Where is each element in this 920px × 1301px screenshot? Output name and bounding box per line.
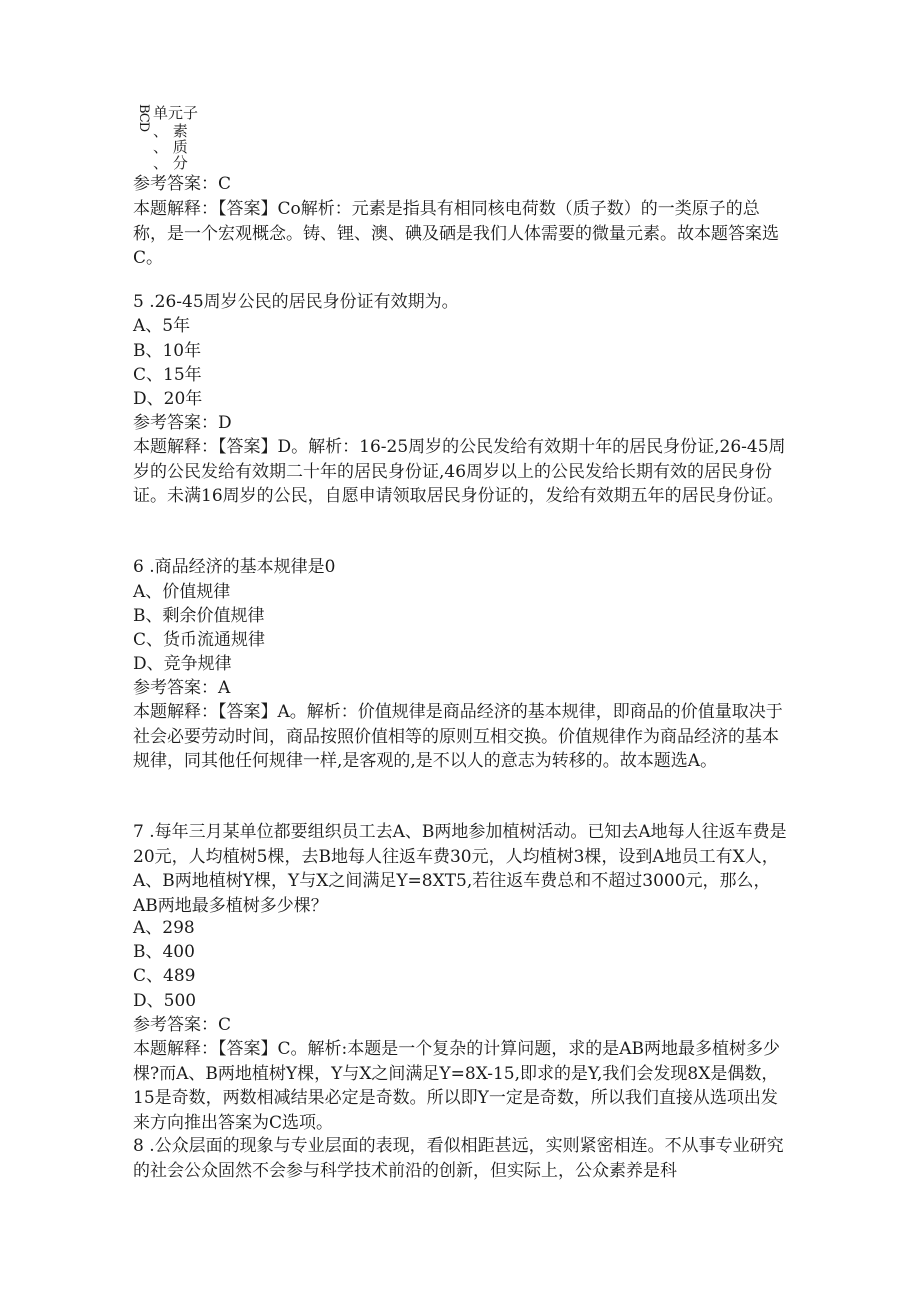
q7-answer: 参考答案：C: [133, 1015, 232, 1035]
option-fragment-row2: 、 素: [153, 122, 188, 140]
q5-stem: 5 .26-45周岁公民的居民身份证有效期为。: [133, 292, 459, 312]
q6-stem: 6 .商品经济的基本规律是0: [133, 557, 336, 577]
q6-option-d: D、竞争规律: [133, 654, 232, 674]
q7-option-c: C、489: [133, 966, 196, 986]
q6-option-b: B、剩余价值规律: [133, 606, 265, 626]
q5-option-b: B、10年: [133, 341, 202, 361]
option-fragment-row4: 、 分: [153, 154, 188, 172]
q4-explanation: 本题解释：【答案】Co解析：元素是指具有相同核电荷数（质子数）的一类原子的总称，是一个宏观概念。铸、锂、澳、碘及硒是我们人体需要的微量元素。故本题答案选C。: [133, 199, 779, 268]
q6-option-a: A、价值规律: [133, 582, 231, 602]
q7-option-d: D、500: [133, 991, 197, 1011]
q5-option-c: C、15年: [133, 365, 202, 385]
q7-option-b: B、400: [133, 942, 195, 962]
option-fragment-row1: 单元子: [153, 104, 199, 122]
q5-option-a: A、5年: [133, 316, 191, 336]
q6-option-c: C、货币流通规律: [133, 630, 266, 650]
q6-answer: 参考答案：A: [133, 678, 231, 698]
option-letters-vertical: BCD: [136, 104, 151, 132]
q7-stem: 7 .每年三月某单位都要组织员工去A、B两地参加植树活动。已知去A地每人往返车费是20元，人均植树5棵，去B地每人往返车费30元，人均植树3棵，设到A地员工有X人，A、B两地植树Y棵，Y与X之间满足Y=8XT5,若往返车费总和不超过3000元，那么，AB两地最多植树多少棵？: [133, 822, 787, 916]
q5-option-d: D、20年: [133, 389, 203, 409]
q7-option-a: A、298: [133, 918, 195, 938]
q4-answer: 参考答案：C: [133, 174, 232, 194]
option-fragment-row3: 、 质: [153, 138, 188, 156]
q7-explanation: 本题解释：【答案】C。解析:本题是一个复杂的计算问题，求的是AB两地最多植树多少棵?而A、B两地植树Y棵，Y与X之间满足Y=8X-15,即求的是Y,我们会发现8X是偶数，15是奇数，两数相减结果必定是奇数。所以即Y一定是奇数，所以我们直接从选项出发来方向推出答案为C选项。: [133, 1039, 781, 1133]
q6-explanation: 本题解释：【答案】A。解析：价值规律是商品经济的基本规律，即商品的价值量取决于社会必要劳动时间，商品按照价值相等的原则互相交换。价值规律作为商品经济的基本规律，同其他任何规律一样,是客观的,是不以人的意志为转移的。故本题选A。: [133, 702, 783, 771]
q8-stem: 8 .公众层面的现象与专业层面的表现，看似相距甚远，实则紧密相连。不从事专业研究的社会公众固然不会参与科学技术前沿的创新，但实际上，公众素养是科: [133, 1136, 784, 1181]
q5-answer: 参考答案：D: [133, 413, 232, 433]
q5-explanation: 本题解释：【答案】D。解析：16-25周岁的公民发给有效期十年的居民身份证,26-45周岁的公民发给有效期二十年的居民身份证,46周岁以上的公民发给长期有效的居民身份证。未满16周岁的公民，自愿申请领取居民身份证的，发给有效期五年的居民身份证。: [133, 437, 786, 506]
